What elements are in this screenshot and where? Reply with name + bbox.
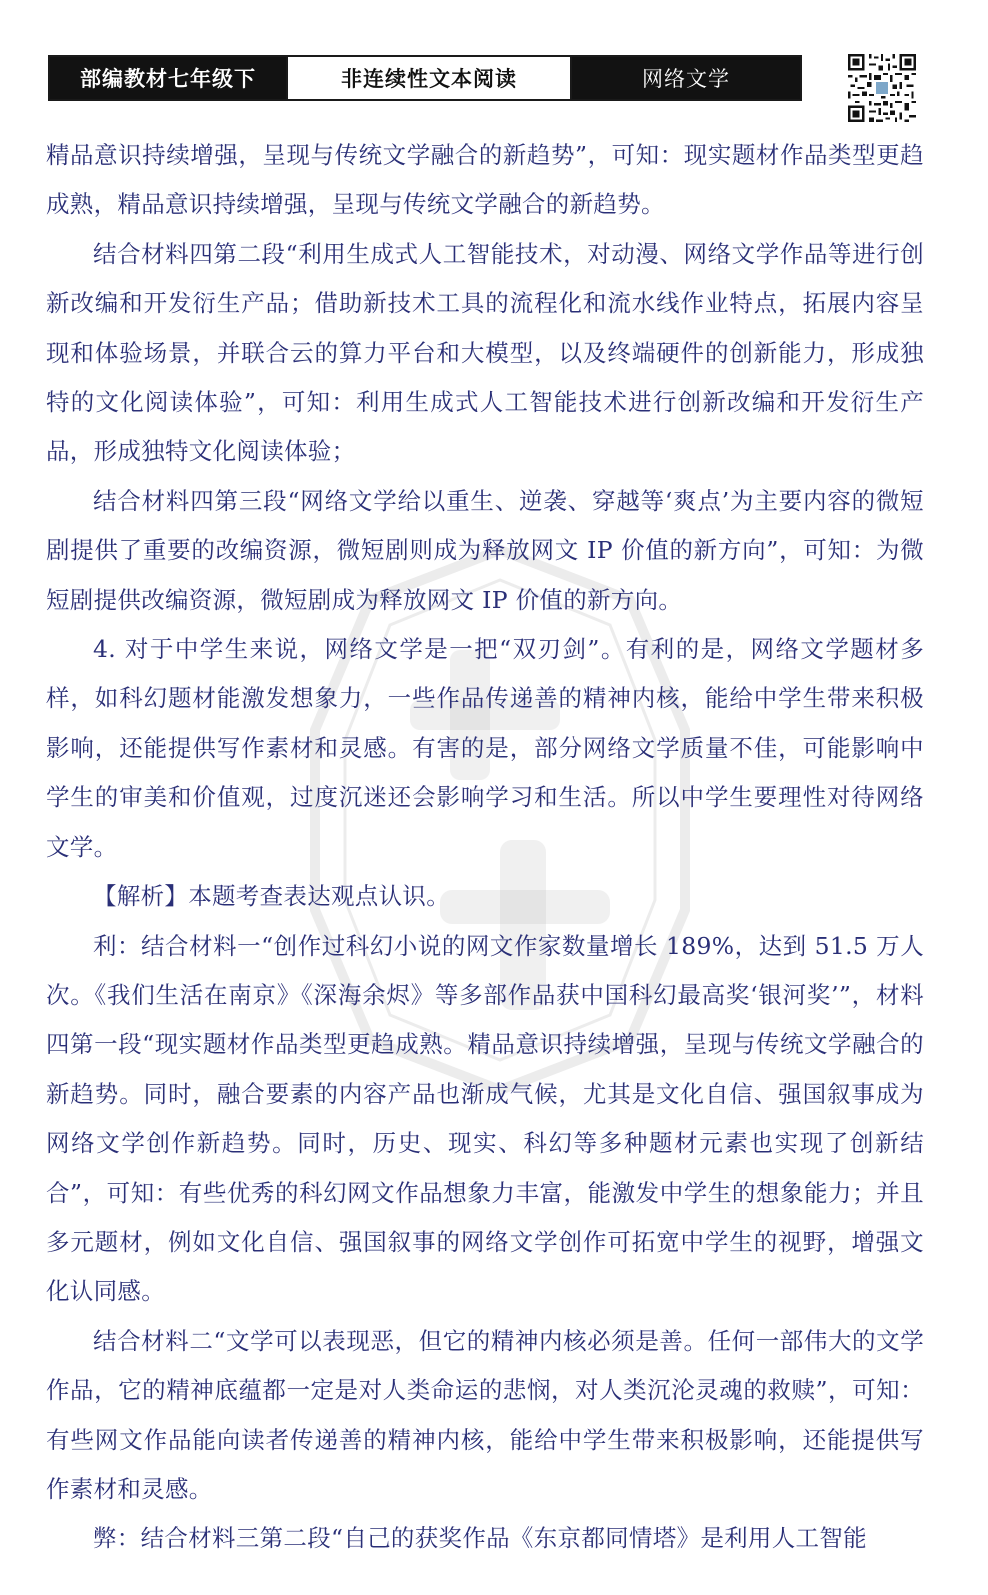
paragraph: 结合材料二“文学可以表现恶，但它的精神内核必须是善。任何一部伟大的文学作品，它的精神底蕴都一定是对人类命运的悲悯，对人类沉沦灵魂的救赎”，可知：有些网文作品能向读者传递善的精神内核，能给中学生带来积极影响，还能提供写作素材和灵感。 <box>46 1326 924 1503</box>
paragraph: 精品意识持续增强，呈现与传统文学融合的新趋势”，可知：现实题材作品类型更趋成熟，精品意识持续增强，呈现与传统文学融合的新趋势。 <box>46 141 924 219</box>
header-topic-label: 非连续性文本阅读 <box>286 57 572 99</box>
answer-text-body <box>46 131 924 1564</box>
header-grade-label: 部编教材七年级下 <box>50 57 286 99</box>
paragraph: 4. 对于中学生来说，网络文学是一把“双刃剑”。有利的是，网络文学题材多样，如科幻题材能激发想象力，一些作品传递善的精神内核，能给中学生带来积极影响，还能提供写作素材和灵感。有害的是，部分网络文学质量不佳，可能影响中学生的审美和价值观，过度沉迷还会影响学习和生活。所以中学生要理性对待网络文学。 <box>46 635 924 861</box>
paragraph: 结合材料四第二段“利用生成式人工智能技术，对动漫、网络文学作品等进行创新改编和开发衍生产品；借助新技术工具的流程化和流水线作业特点，拓展内容呈现和体验场景，并联合云的算力平台和大模型，以及终端硬件的创新能力，形成独特的文化阅读体验”，可知：利用生成式人工智能技术进行创新改编和开发衍生产品，形成独特文化阅读体验； <box>46 239 924 466</box>
paragraph: 弊：结合材料三第二段“自己的获奖作品《东京都同情塔》是利用人工智能 <box>93 1524 867 1553</box>
paragraph: 利：结合材料一“创作过科幻小说的网文作家数量增长 189%，达到 51.5 万人次。《我们生活在南京》《深海余烬》等多部作品获中国科幻最高奖‘银河奖’”，材料四第一段“现实题材作品类型更趋成熟。精品意识持续增强，呈现与传统文学融合的新趋势。同时，融合要素的内容产品也渐成气候，尤其是文化自信、强国叙事成为网络文学创作新趋势。同时，历史、现实、科幻等多种题材元素也实现了创新结合”，可知：有些优秀的科幻网文作品想象力丰富，能激发中学生的想象能力；并且多元题材，例如文化自信、强国叙事的网络文学创作可拓宽中学生的视野，增强文化认同感。 <box>46 931 924 1306</box>
paragraph: 结合材料四第三段“网络文学给以重生、逆袭、穿越等‘爽点’为主要内容的微短剧提供了重要的改编资源，微短剧则成为释放网文 IP 价值的新方向”，可知：为微短剧提供改编资源，微短剧成为释放网文 IP 价值的新方向。 <box>46 486 924 614</box>
header-band <box>48 55 802 101</box>
analysis-heading: 【解析】本题考查表达观点认识。 <box>93 882 450 911</box>
qr-code-icon <box>848 54 916 122</box>
header-subject-label: 网络文学 <box>572 57 800 99</box>
